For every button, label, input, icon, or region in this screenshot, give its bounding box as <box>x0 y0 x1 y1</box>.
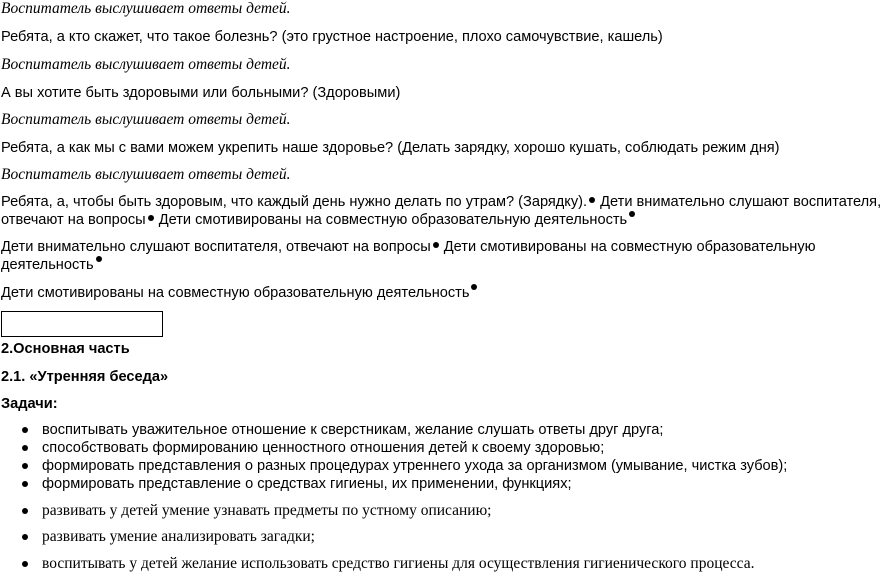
empty-table-cell <box>1 311 163 337</box>
bullet-icon <box>22 445 28 451</box>
bullet-dot-icon <box>148 215 154 221</box>
answer-questions-text: отвечают на вопросы <box>1 212 146 228</box>
children-listen-text: Дети внимательно слушают воспитателя, <box>600 194 881 210</box>
children-motivated-text: Дети смотивированы на совместную образовательную деятельность <box>158 212 628 228</box>
bullet-icon <box>22 463 28 469</box>
task-text: развивать у детей умение узнавать предметы по устному описанию; <box>42 502 492 519</box>
paragraph-outcome-line-2 <box>1 256 103 274</box>
bullet-icon <box>22 508 28 514</box>
task-text: воспитывать уважительное отношение к сверстникам, желание слушать ответы друг друга; <box>42 422 664 438</box>
bullet-icon <box>22 427 28 433</box>
bullet-icon <box>22 561 28 567</box>
bullet-icon <box>22 534 28 540</box>
section-heading: 2.Основная часть <box>1 341 130 357</box>
paragraph-morning-line-1 <box>1 193 881 211</box>
task-text: развивать умение анализировать загадки; <box>42 528 315 545</box>
subsection-heading: 2.1. «Утренняя беседа» <box>1 369 169 385</box>
task-text: формировать представление о средствах гигиены, их применении, функциях; <box>42 476 572 492</box>
bullet-dot-icon <box>629 211 635 217</box>
morning-question: Ребята, а, чтобы быть здоровым, что каждый день нужно делать по утрам? (Зарядку). <box>1 194 588 210</box>
teacher-note-2: Воспитатель выслушивает ответы детей. <box>1 56 291 73</box>
paragraph-morning-line-2 <box>1 211 636 229</box>
bullet-dot-icon <box>589 197 595 203</box>
children-listen-text: Дети внимательно слушают воспитателя, отвечают на вопросы <box>1 239 431 255</box>
task-text: формировать представления о разных процедурах утреннего ухода за организмом (умывание, чистка зубов); <box>42 458 788 474</box>
bullet-dot-icon <box>471 284 477 290</box>
paragraph-outcome-line-1 <box>1 238 815 256</box>
task-text: способствовать формированию ценностного отношения детей к своему здоровью; <box>42 440 605 456</box>
teacher-note-1: Воспитатель выслушивает ответы детей. <box>1 0 291 17</box>
bullet-icon <box>22 481 28 487</box>
activity-word: деятельность <box>1 257 94 273</box>
teacher-note-4: Воспитатель выслушивает ответы детей. <box>1 166 291 183</box>
task-text: воспитывать у детей желание использовать средство гигиены для осуществления гигиенического процесса. <box>42 555 755 572</box>
tasks-label: Задачи: <box>1 396 58 412</box>
question-illness: Ребята, а кто скажет, что такое болезнь? (это грустное настроение, плохо самочувствие, кашель) <box>1 29 663 45</box>
children-motivated-text: Дети смотивированы на совместную образовательную <box>443 239 816 255</box>
question-strengthen: Ребята, а как мы с вами можем укрепить наше здоровье? (Делать зарядку, хорошо кушать, соблюдать режим дня) <box>1 140 780 156</box>
bullet-dot-icon <box>96 256 102 262</box>
paragraph-motivated <box>1 284 478 302</box>
teacher-note-3: Воспитатель выслушивает ответы детей. <box>1 111 291 128</box>
children-motivated-text: Дети смотивированы на совместную образовательную деятельность <box>1 285 470 301</box>
bullet-dot-icon <box>433 242 439 248</box>
question-healthy: А вы хотите быть здоровыми или больными? (Здоровыми) <box>1 85 401 101</box>
